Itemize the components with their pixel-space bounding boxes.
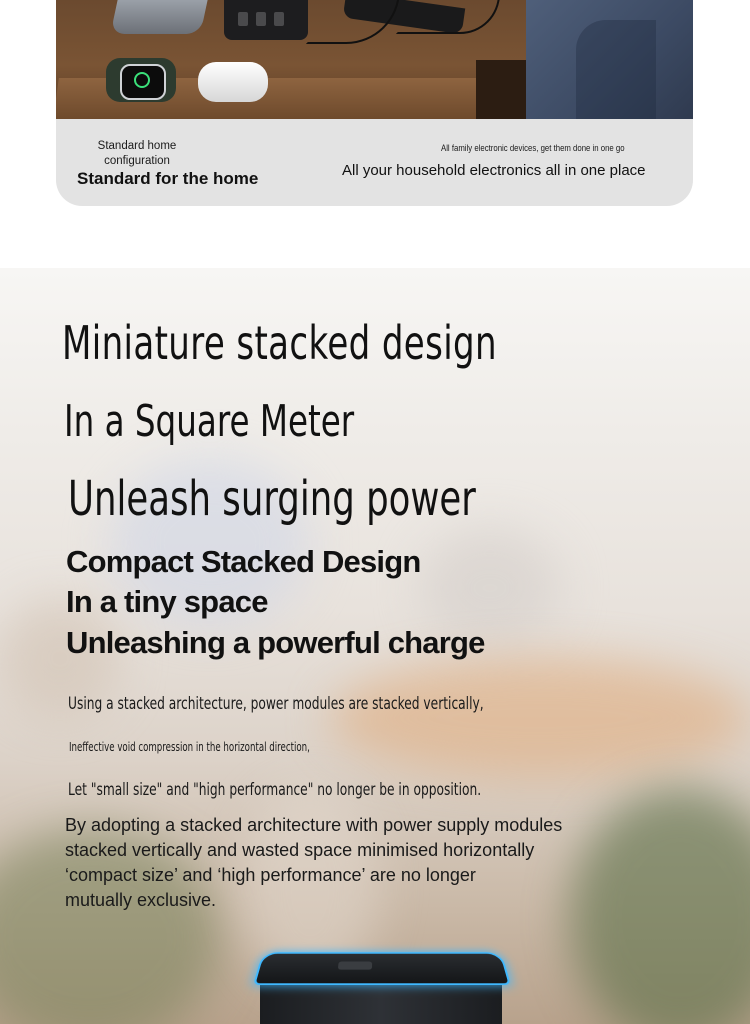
- background-blur: [330, 658, 750, 778]
- paragraph-line: stacked vertically and wasted space minimised horizontally: [65, 840, 535, 860]
- subheadline-powerful-charge: Unleashing a powerful charge: [66, 625, 485, 660]
- stacked-design-section: [0, 268, 750, 1024]
- paragraph-line: By adopting a stacked architecture with power supply modules: [65, 815, 563, 835]
- subheadline-tiny-space: In a tiny space: [66, 584, 268, 619]
- stacked-charger-product: [258, 948, 504, 1024]
- description-void: Ineffective void compression in the horizontal direction,: [69, 740, 310, 754]
- home-setup-card: [56, 0, 693, 206]
- usb-port-icon: [274, 12, 284, 26]
- phone-stand: [110, 0, 207, 34]
- display-icon: [338, 962, 372, 970]
- headline-square-meter: In a Square Meter: [64, 396, 355, 447]
- usb-port-icon: [238, 12, 248, 26]
- earbuds-case: [198, 62, 268, 102]
- family-devices-label: All family electronic devices, get them done in one go: [441, 143, 625, 154]
- charging-ring-icon: [134, 72, 150, 88]
- charger-device: [224, 0, 308, 40]
- paragraph-line: mutually exclusive.: [65, 890, 217, 910]
- description-paragraph: [65, 813, 625, 913]
- usb-port-icon: [256, 12, 266, 26]
- card-caption-area: [56, 119, 693, 206]
- headline-miniature: Miniature stacked design: [62, 316, 497, 370]
- product-lifestyle-photo: [56, 0, 693, 119]
- headline-unleash: Unleash surging power: [68, 471, 476, 527]
- paragraph-line: ‘compact size’ and ‘high performance’ are no longer: [65, 865, 476, 885]
- smartwatch: [106, 58, 176, 102]
- sofa-fold: [576, 20, 656, 119]
- charger-top-glow: [253, 952, 511, 985]
- home-config-label: Standard home configuration: [97, 140, 177, 167]
- description-size-performance: Let "small size" and "high performance" no longer be in opposition.: [68, 780, 482, 800]
- cable: [396, 0, 500, 34]
- cable: [306, 0, 400, 44]
- home-config-title: Standard for the home: [77, 169, 259, 188]
- subheadline-compact: Compact Stacked Design: [66, 544, 421, 579]
- description-stacked: Using a stacked architecture, power modules are stacked vertically,: [68, 694, 484, 714]
- family-devices-title: All your household electronics all in one place: [342, 162, 646, 179]
